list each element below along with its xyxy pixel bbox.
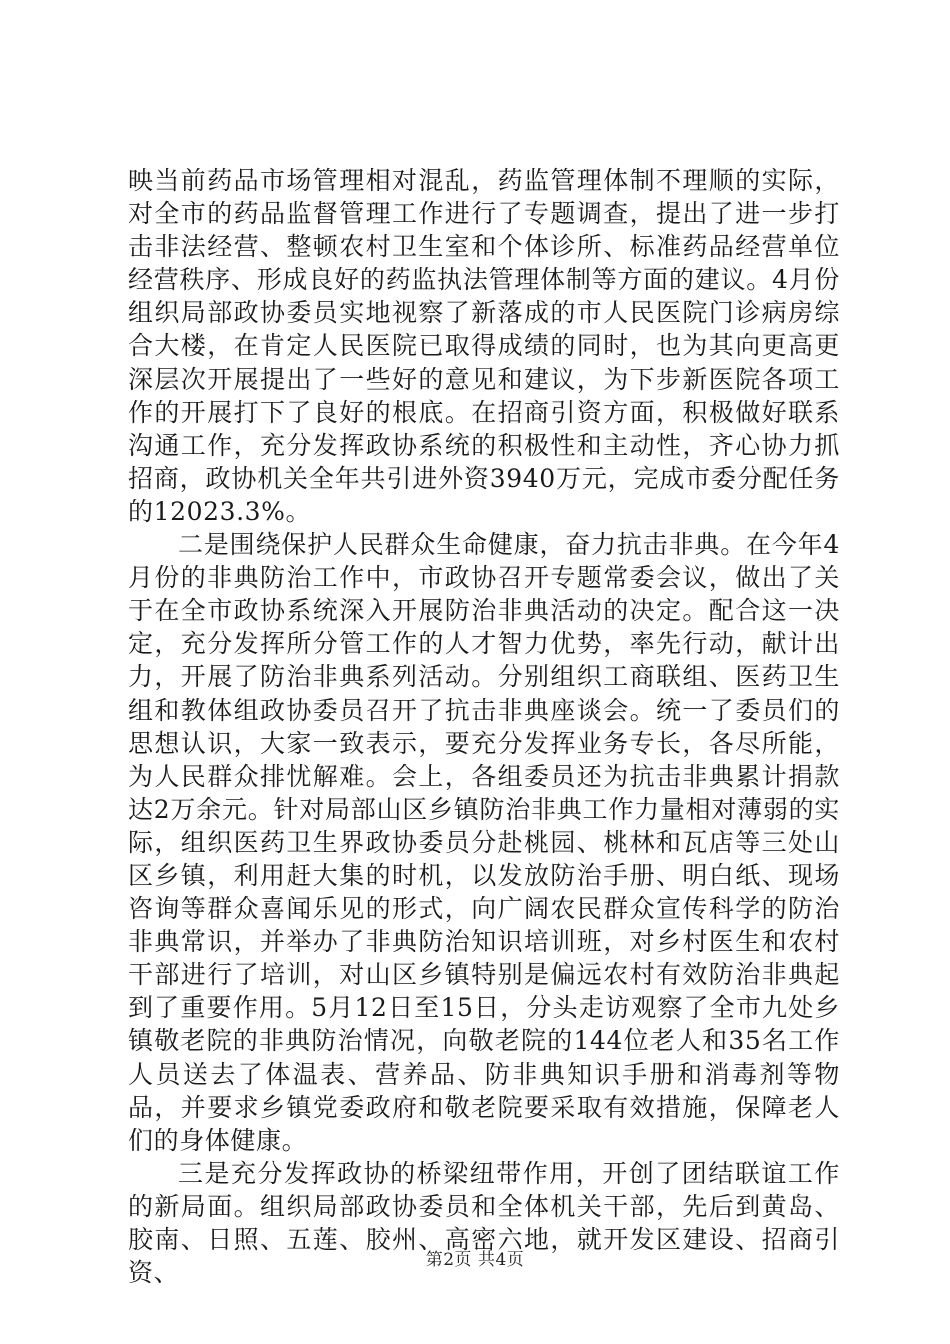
document-body (128, 164, 840, 1289)
paragraph-continuation: 映当前药品市场管理相对混乱，药监管理体制不理顺的实际，对全市的药品监督管理工作进行了专题调查，提出了进一步打击非法经营、整顿农村卫生室和个体诊所、标准药品经营单位经营秩序、形成良好的药监执法管理体制等方面的建议。4月份组织局部政协委员实地视察了新落成的市人民医院门诊病房综合大楼，在肯定人民医院已取得成绩的同时，也为其向更高更深层次开展提出了一些好的意见和建议，为下步新医院各项工作的开展打下了良好的根底。在招商引资方面，积极做好联系沟通工作，充分发挥政协系统的积极性和主动性，齐心协力抓招商，政协机关全年共引进外资3940万元，完成市委分配任务的12023.3%。 (128, 166, 840, 526)
paragraph-point-two: 二是围绕保护人民群众生命健康，奋力抗击非典。在今年4月份的非典防治工作中，市政协召开专题常委会议，做出了关于在全市政协系统深入开展防治非典活动的决定。配合这一决定，充分发挥所分管工作的人才智力优势，率先行动，献计出力，开展了防治非典系列活动。分别组织工商联组、医药卫生组和教体组政协委员召开了抗击非典座谈会。统一了委员们的思想认识，大家一致表示，要充分发挥业务专长，各尽所能，为人民群众排忧解难。会上，各组委员还为抗击非典累计捐款达2万余元。针对局部山区乡镇防治非典工作力量相对薄弱的实际，组织医药卫生界政协委员分赴桃园、桃林和瓦店等三处山区乡镇，利用赶大集的时机，以发放防治手册、明白纸、现场咨询等群众喜闻乐见的形式，向广阔农民群众宣传科学的防治非典常识，并举办了非典防治知识培训班，对乡村医生和农村干部进行了培训，对山区乡镇特别是偏远农村有效防治非典起到了重要作用。5月12日至15日，分头走访观察了全市九处乡镇敬老院的非典防治情况，向敬老院的144位老人和35名工作人员送去了体温表、营养品、防非典知识手册和消毒剂等物品，并要求乡镇党委政府和敬老院要采取有效措施，保障老人们的身体健康。 (128, 530, 840, 1155)
paragraph-point-three: 三是充分发挥政协的桥梁纽带作用，开创了团结联谊工作的新局面。组织局部政协委员和全体机关干部，先后到黄岛、胶南、日照、五莲、胶州、高密六地，就开发区建设、招商引资、 (128, 1158, 840, 1288)
page-number-footer: 第2页 共4页 (425, 1250, 525, 1270)
